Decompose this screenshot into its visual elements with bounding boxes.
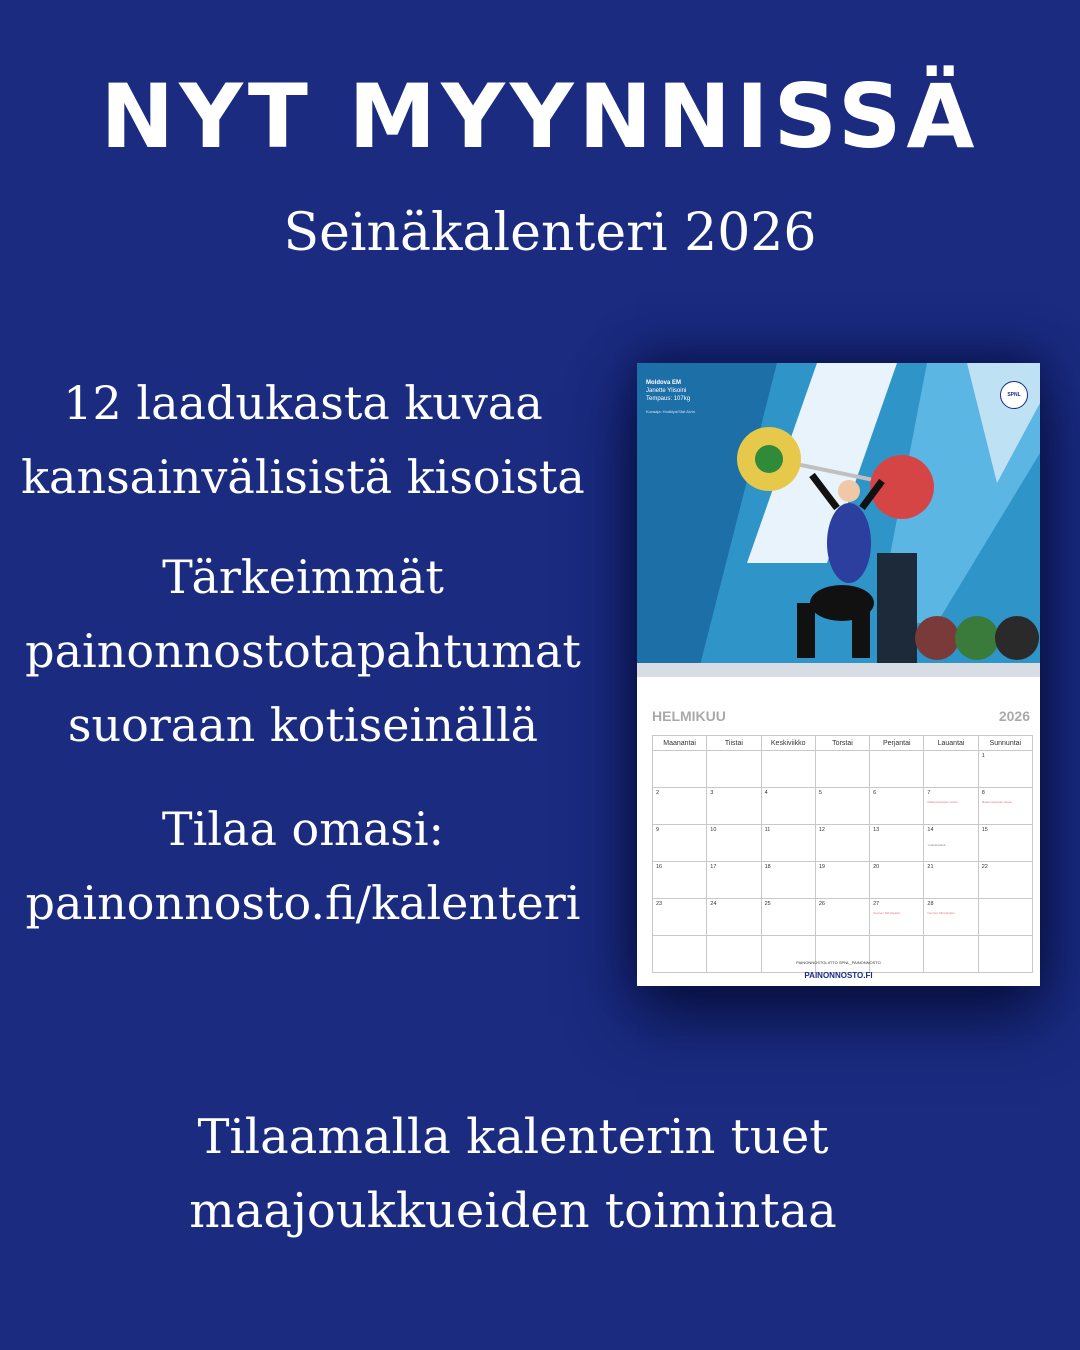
day-cell-empty	[924, 751, 978, 788]
day-cell	[815, 825, 869, 862]
feature-line: 12 laadukasta kuvaa	[63, 376, 543, 430]
day-number: 12	[818, 827, 825, 833]
day-cell	[924, 862, 978, 899]
day-number: 13	[873, 827, 880, 833]
day-event: Maakuntasarjan ottelut	[927, 800, 958, 804]
day-number: 21	[927, 864, 934, 870]
day-cell	[707, 788, 761, 825]
day-cell	[870, 788, 924, 825]
day-cell	[761, 788, 815, 825]
day-cell	[761, 862, 815, 899]
day-cell	[978, 825, 1032, 862]
day-event: Ystävänpäivä	[927, 843, 946, 847]
day-cell-empty	[761, 751, 815, 788]
day-event: Nuorten SM-kilpailut	[927, 911, 955, 915]
weekday-label: Torstai	[815, 736, 869, 751]
support-line: Tilaamalla kalenterin tuet	[197, 1109, 829, 1165]
feature-line: suoraan kotiseinällä	[67, 698, 539, 752]
calendar-website: PAINONNOSTO.FI	[804, 971, 873, 980]
day-number: 5	[818, 790, 822, 796]
day-cell	[707, 899, 761, 936]
day-cell	[870, 899, 924, 936]
week-row	[653, 862, 1033, 899]
week-row	[653, 788, 1033, 825]
day-cell	[815, 862, 869, 899]
day-number: 24	[710, 901, 717, 907]
day-cell-empty	[870, 751, 924, 788]
day-number: 23	[656, 901, 663, 907]
feature-line: kansainvälisistä kisoista	[21, 450, 585, 504]
day-cell-empty	[761, 936, 815, 973]
photo-caption	[646, 379, 695, 416]
weightlifter-photo	[637, 363, 1040, 677]
feature-block-photos	[0, 366, 606, 514]
day-cell	[653, 825, 707, 862]
day-number: 14	[927, 827, 934, 833]
feature-line: painonnostotapahtumat	[25, 624, 581, 678]
calendar-mockup	[637, 363, 1040, 986]
day-number: 27	[873, 901, 880, 907]
feature-block-events	[0, 540, 606, 762]
day-number: 18	[764, 864, 771, 870]
day-cell	[653, 899, 707, 936]
day-cell	[761, 899, 815, 936]
day-number: 6	[873, 790, 877, 796]
day-number: 10	[710, 827, 717, 833]
day-cell	[815, 788, 869, 825]
calendar-social-footer: PAINONNOSTOLIITTO SPNL_PAINONNOSTO	[796, 960, 881, 965]
day-event: Maakuntasarjan ottelut	[981, 800, 1013, 804]
weekday-header-row	[653, 736, 1033, 751]
day-number: 9	[656, 827, 660, 833]
day-cell-empty	[978, 899, 1032, 936]
week-row	[653, 936, 1033, 973]
weekday-label: Tiistai	[707, 736, 761, 751]
day-cell-empty	[870, 936, 924, 973]
day-number: 3	[710, 790, 714, 796]
day-cell	[707, 825, 761, 862]
order-link[interactable]: painonnosto.fi/kalenteri	[25, 876, 581, 930]
caption-lift: Tempaus: 107kg	[646, 396, 691, 402]
day-cell	[653, 862, 707, 899]
weekday-label: Maanantai	[653, 736, 707, 751]
day-cell-empty	[653, 751, 707, 788]
day-cell-empty	[653, 936, 707, 973]
week-row	[653, 899, 1033, 936]
support-message	[0, 1100, 1026, 1248]
day-number: 19	[818, 864, 825, 870]
day-number: 25	[764, 901, 771, 907]
day-cell	[653, 788, 707, 825]
day-number: 11	[764, 827, 771, 833]
caption-title: Moldova EM	[646, 380, 682, 386]
headline: NYT MYYNNISSÄ	[100, 65, 980, 168]
calendar-grid	[652, 735, 1033, 973]
day-cell	[815, 899, 869, 936]
day-number: 20	[873, 864, 880, 870]
day-cell	[870, 862, 924, 899]
day-number: 8	[981, 790, 985, 796]
day-cell	[707, 862, 761, 899]
day-number: 2	[656, 790, 660, 796]
day-cell	[924, 788, 978, 825]
federation-logo: SPNL	[1000, 381, 1028, 409]
calendar-year: 2026	[998, 708, 1030, 724]
day-cell-empty	[707, 751, 761, 788]
day-event: Nuorten SM-kilpailut	[873, 911, 901, 915]
day-cell	[978, 751, 1032, 788]
day-cell-empty	[978, 936, 1032, 973]
day-cell	[978, 862, 1032, 899]
feature-block-order	[0, 792, 606, 940]
feature-line: Tärkeimmät	[162, 550, 444, 604]
day-cell	[870, 825, 924, 862]
weekday-label: Lauantai	[924, 736, 978, 751]
weekday-label: Keskiviikko	[761, 736, 815, 751]
day-cell-empty	[815, 751, 869, 788]
day-cell-empty	[924, 936, 978, 973]
day-number: 22	[981, 864, 988, 870]
calendar-month: HELMIKUU	[652, 708, 726, 724]
day-number: 15	[981, 827, 988, 833]
support-line: maajoukkueiden toimintaa	[189, 1183, 837, 1239]
weekday-label: Sunnuntai	[978, 736, 1032, 751]
subtitle: Seinäkalenteri 2026	[283, 203, 817, 263]
week-row	[653, 825, 1033, 862]
day-number: 16	[656, 864, 663, 870]
day-number: 26	[818, 901, 825, 907]
order-label: Tilaa omasi:	[161, 802, 445, 856]
day-number: 17	[710, 864, 717, 870]
day-cell	[761, 825, 815, 862]
calendar-photo	[637, 363, 1040, 677]
caption-credit: Kuvaaja: Hodkiya/Stat Alvin	[646, 409, 695, 414]
day-number: 4	[764, 790, 768, 796]
caption-athlete: Janette Ylisoini	[646, 388, 687, 394]
day-number: 7	[927, 790, 931, 796]
day-cell-empty	[707, 936, 761, 973]
day-number: 28	[927, 901, 934, 907]
day-cell	[924, 825, 978, 862]
day-cell	[924, 899, 978, 936]
day-number: 1	[981, 753, 985, 759]
week-row	[653, 751, 1033, 788]
day-cell	[978, 788, 1032, 825]
day-cell-empty	[815, 936, 869, 973]
weekday-label: Perjantai	[870, 736, 924, 751]
